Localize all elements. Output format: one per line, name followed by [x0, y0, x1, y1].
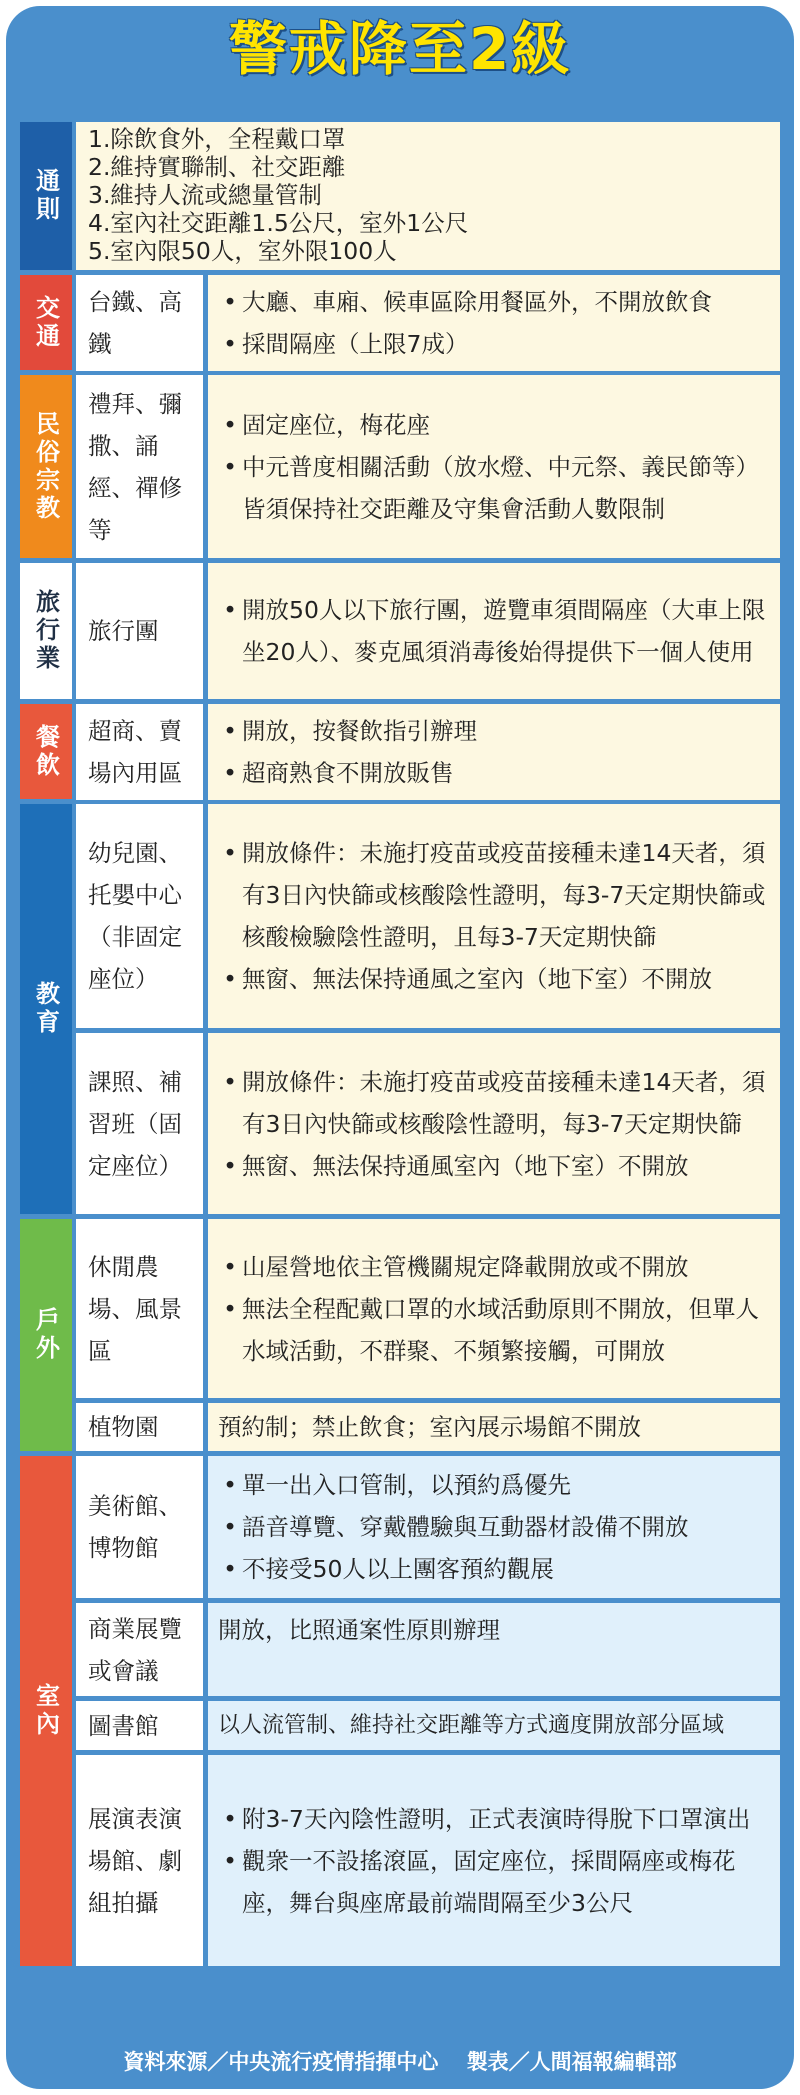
row-label: 展演表演場館、劇組拍攝 [76, 1755, 203, 1966]
list-item: • 開放條件：未施打疫苗或疫苗接種未達14天者，須有3日內快篩或核酸陰性證明，每3-7天定期快篩 [218, 1061, 770, 1145]
section-traffic [20, 275, 780, 370]
table-row [76, 704, 780, 800]
row-label: 旅行團 [76, 563, 203, 699]
category-education: 教育 [20, 804, 72, 1214]
list-item: • 大廳、車廂、候車區除用餐區外，不開放飲食 [218, 281, 770, 323]
table-row [76, 1456, 780, 1598]
list-item: • 中元普度相關活動（放水燈、中元祭、義民節等）皆須保持社交距離及守集會活動人數限制 [218, 446, 770, 530]
general-rules-row [20, 122, 780, 270]
row-content [208, 1701, 780, 1750]
list-item: • 觀衆一不設搖滾區，固定座位，採間隔座或梅花座，舞台與座席最前端間隔至少3公尺 [218, 1840, 770, 1924]
category-travel: 旅行業 [20, 563, 72, 699]
row-label: 美術館、博物館 [76, 1456, 203, 1598]
category-dining: 餐飲 [20, 704, 72, 799]
list-item: • 附3-7天內陰性證明，正式表演時得脫下口罩演出 [218, 1798, 770, 1840]
section-indoor [20, 1456, 780, 1966]
general-line: 2.維持實聯制、社交距離 [88, 153, 346, 181]
section-education [20, 804, 780, 1214]
table-row [76, 1403, 780, 1451]
list-item: • 無法全程配戴口罩的水域活動原則不開放，但單人水域活動，不群聚、不頻繁接觸，可開放 [218, 1288, 770, 1372]
row-label: 休閒農場、風景區 [76, 1219, 203, 1398]
list-item: • 開放50人以下旅行團，遊覽車須間隔座（大車上限坐20人）、麥克風須消毒後始得提供下一個人使用 [218, 589, 770, 673]
general-line: 1.除飲食外，全程戴口罩 [88, 125, 346, 153]
list-item: • 語音導覽、穿戴體驗與互動器材設備不開放 [218, 1506, 770, 1548]
table-row [76, 1603, 780, 1696]
row-content [208, 704, 780, 800]
section-religion [20, 375, 780, 558]
row-text: 以人流管制、維持社交距離等方式適度開放部分區域 [218, 1712, 725, 1738]
section-outdoor [20, 1219, 780, 1451]
row-content [208, 1403, 780, 1451]
row-content [208, 1603, 780, 1696]
row-content [208, 275, 780, 371]
row-label: 圖書館 [76, 1701, 203, 1750]
list-item: • 無窗、無法保持通風之室內（地下室）不開放 [218, 958, 770, 1000]
general-rules [76, 122, 780, 270]
page-title: 警戒降至2級 [228, 15, 572, 83]
table-row [76, 1033, 780, 1214]
section-travel [20, 563, 780, 699]
table-row [76, 1219, 780, 1398]
row-text: 預約制；禁止飲食；室內展示場館不開放 [218, 1413, 641, 1441]
general-line: 4.室內社交距離1.5公尺，室外1公尺 [88, 209, 469, 237]
table-row [76, 375, 780, 558]
row-label: 超商、賣場內用區 [76, 704, 203, 800]
list-item: • 單一出入口管制，以預約爲優先 [218, 1464, 770, 1506]
table-row [76, 804, 780, 1028]
category-general: 通則 [20, 122, 72, 270]
category-indoor: 室內 [20, 1456, 72, 1966]
row-label: 幼兒園、托嬰中心（非固定座位） [76, 804, 203, 1028]
list-item: • 超商熟食不開放販售 [218, 752, 770, 794]
source-credit: 資料來源／中央流行疫情指揮中心 製表／人間福報編輯部 [123, 2050, 677, 2074]
row-content [208, 1219, 780, 1398]
category-outdoor: 戶外 [20, 1219, 72, 1451]
row-content [208, 1755, 780, 1966]
table-row [76, 275, 780, 371]
row-label: 禮拜、彌撒、誦經、禪修等 [76, 375, 203, 558]
general-line: 3.維持人流或總量管制 [88, 181, 322, 209]
row-label: 植物園 [76, 1403, 203, 1451]
table-row [76, 1701, 780, 1750]
category-religion: 民俗宗教 [20, 375, 72, 558]
row-content [208, 1456, 780, 1598]
section-dining [20, 704, 780, 799]
row-text: 開放，比照通案性原則辦理 [218, 1616, 500, 1644]
list-item: • 山屋營地依主管機關規定降載開放或不開放 [218, 1246, 770, 1288]
row-label: 課照、補習班（固定座位） [76, 1033, 203, 1214]
row-label: 商業展覽或會議 [76, 1603, 203, 1696]
list-item: • 開放條件：未施打疫苗或疫苗接種未達14天者，須有3日內快篩或核酸陰性證明，每3-7天定期快篩或核酸檢驗陰性證明，且每3-7天定期快篩 [218, 832, 770, 958]
category-traffic: 交通 [20, 275, 72, 370]
table-row [76, 1755, 780, 1966]
table-row [76, 563, 780, 699]
rules-table [20, 122, 780, 1971]
row-content [208, 804, 780, 1028]
list-item: • 固定座位，梅花座 [218, 404, 770, 446]
general-line: 5.室內限50人，室外限100人 [88, 237, 397, 265]
row-content [208, 563, 780, 699]
row-content [208, 375, 780, 558]
list-item: • 開放，按餐飲指引辦理 [218, 710, 770, 752]
row-label: 台鐵、高鐵 [76, 275, 203, 371]
infographic-card [6, 6, 794, 2089]
list-item: • 無窗、無法保持通風室內（地下室）不開放 [218, 1145, 770, 1187]
list-item: • 採間隔座（上限7成） [218, 323, 770, 365]
list-item: • 不接受50人以上團客預約觀展 [218, 1548, 770, 1590]
row-content [208, 1033, 780, 1214]
